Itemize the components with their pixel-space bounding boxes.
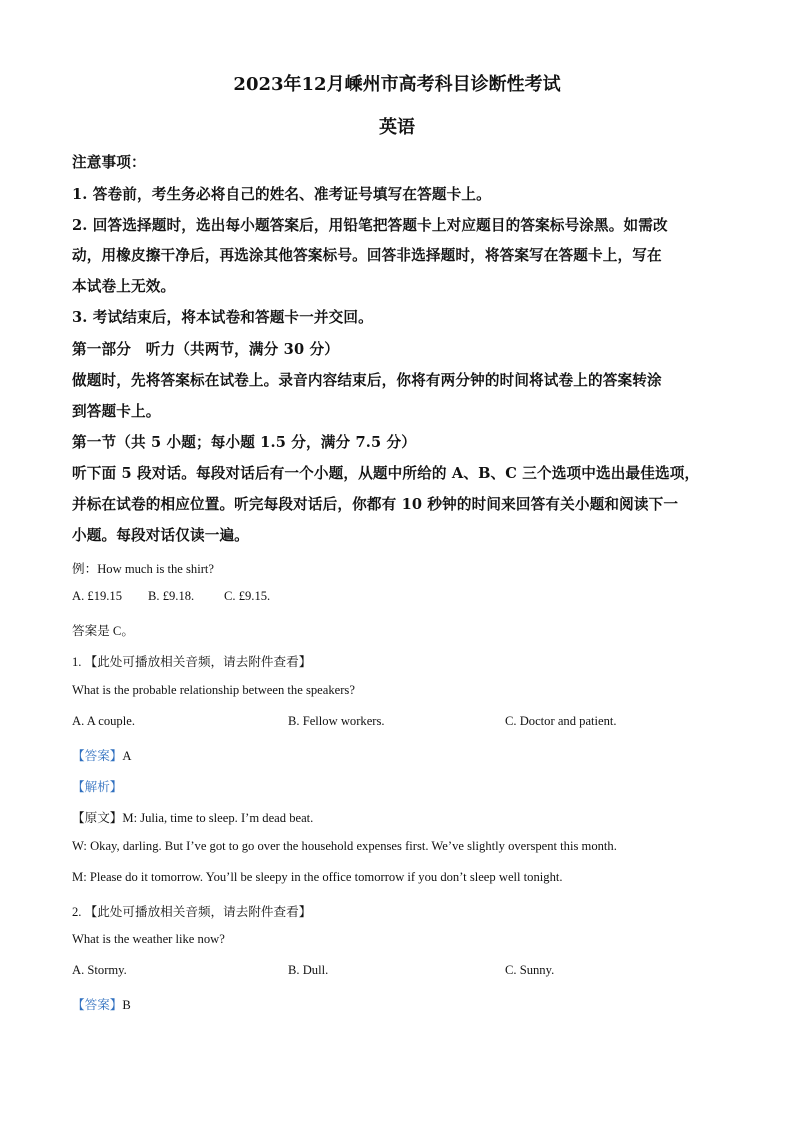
question-1-header (72, 651, 311, 670)
example-option-c: C. £9.15. (224, 589, 271, 603)
answer-value: A (122, 749, 132, 763)
q1-transcript-line-1 (72, 807, 313, 826)
question-2-header (72, 901, 311, 920)
q1-option-a: A. A couple. (72, 714, 135, 728)
q1-answer (72, 745, 131, 764)
section1-intro-line-3: 小题。每段对话仅读一遍。 (72, 527, 249, 544)
q1-option-b: B. Fellow workers. (288, 714, 385, 728)
q1-transcript-line-3: M: Please do it tomorrow. You’ll be sleepy in the office tomorrow if you don’t sleep well tonight. (72, 870, 563, 884)
notice-item-2-end: 本试卷上无效。 (72, 278, 176, 295)
section1-intro-line-2: 并标在试卷的相应位置。听完每段对话后，你都有 10 秒钟的时间来回答有关小题和阅读下一 (72, 496, 679, 513)
answer-tag: 【答案】 (72, 749, 123, 763)
example-question: 例：How much is the shirt? (72, 562, 215, 576)
section1-heading: 第一节（共 5 小题；每小题 1.5 分，满分 7.5 分） (72, 434, 417, 451)
q1-transcript-line-2: W: Okay, darling. But I’ve got to go over the household expenses first. We’ve slightly overspent this month. (72, 839, 617, 853)
part1-intro-line-1: 做题时，先将答案标在试卷上。录音内容结束后，你将有两分钟的时间将试卷上的答案转涂 (72, 372, 662, 389)
section1-intro-line-1: 听下面 5 段对话。每段对话后有一个小题，从题中所给的 A、B、C 三个选项中选出最佳选项， (72, 465, 700, 482)
transcript-text: M: Julia, time to sleep. I’m dead beat. (122, 811, 314, 825)
answer-tag: 【答案】 (72, 998, 123, 1012)
notice-item-1: 1. 答卷前，考生务必将自己的姓名、准考证号填写在答题卡上。 (72, 186, 491, 203)
exam-title: 2023年12月嵊州市高考科目诊断性考试 (233, 74, 561, 95)
question-2-text: What is the weather like now? (72, 932, 225, 946)
q2-option-b: B. Dull. (288, 963, 329, 977)
audio-note[interactable]: 【此处可播放相关音频，请去附件查看】 (84, 655, 312, 669)
exam-subject: 英语 (379, 117, 415, 138)
notice-item-2: 2. 回答选择题时，选出每小题答案后，用铅笔把答题卡上对应题目的答案标号涂黑。如需改 (72, 217, 668, 234)
question-1-text: What is the probable relationship between the speakers? (72, 683, 355, 697)
question-number: 2. (72, 905, 82, 919)
example-option-a: A. £19.15 (72, 589, 123, 603)
example-answer: 答案是 C。 (72, 624, 134, 638)
part1-heading: 第一部分 听力（共两节，满分 30 分） (72, 341, 339, 358)
answer-value: B (122, 998, 131, 1012)
notice-item-2-cont: 动，用橡皮擦干净后，再选涂其他答案标号。回答非选择题时，将答案写在答题卡上，写在 (72, 247, 662, 264)
example-option-b: B. £9.18. (148, 589, 195, 603)
notice-heading: 注意事项： (72, 154, 146, 171)
q1-analysis-tag: 【解析】 (72, 780, 123, 794)
notice-item-3: 3. 考试结束后，将本试卷和答题卡一并交回。 (72, 309, 373, 326)
q2-option-c: C. Sunny. (505, 963, 555, 977)
transcript-tag: 【原文】 (72, 811, 123, 825)
q2-answer (72, 994, 131, 1013)
q2-option-a: A. Stormy. (72, 963, 127, 977)
q1-option-c: C. Doctor and patient. (505, 714, 617, 728)
audio-note[interactable]: 【此处可播放相关音频，请去附件查看】 (84, 905, 312, 919)
part1-intro-line-2: 到答题卡上。 (72, 403, 161, 420)
question-number: 1. (72, 655, 82, 669)
